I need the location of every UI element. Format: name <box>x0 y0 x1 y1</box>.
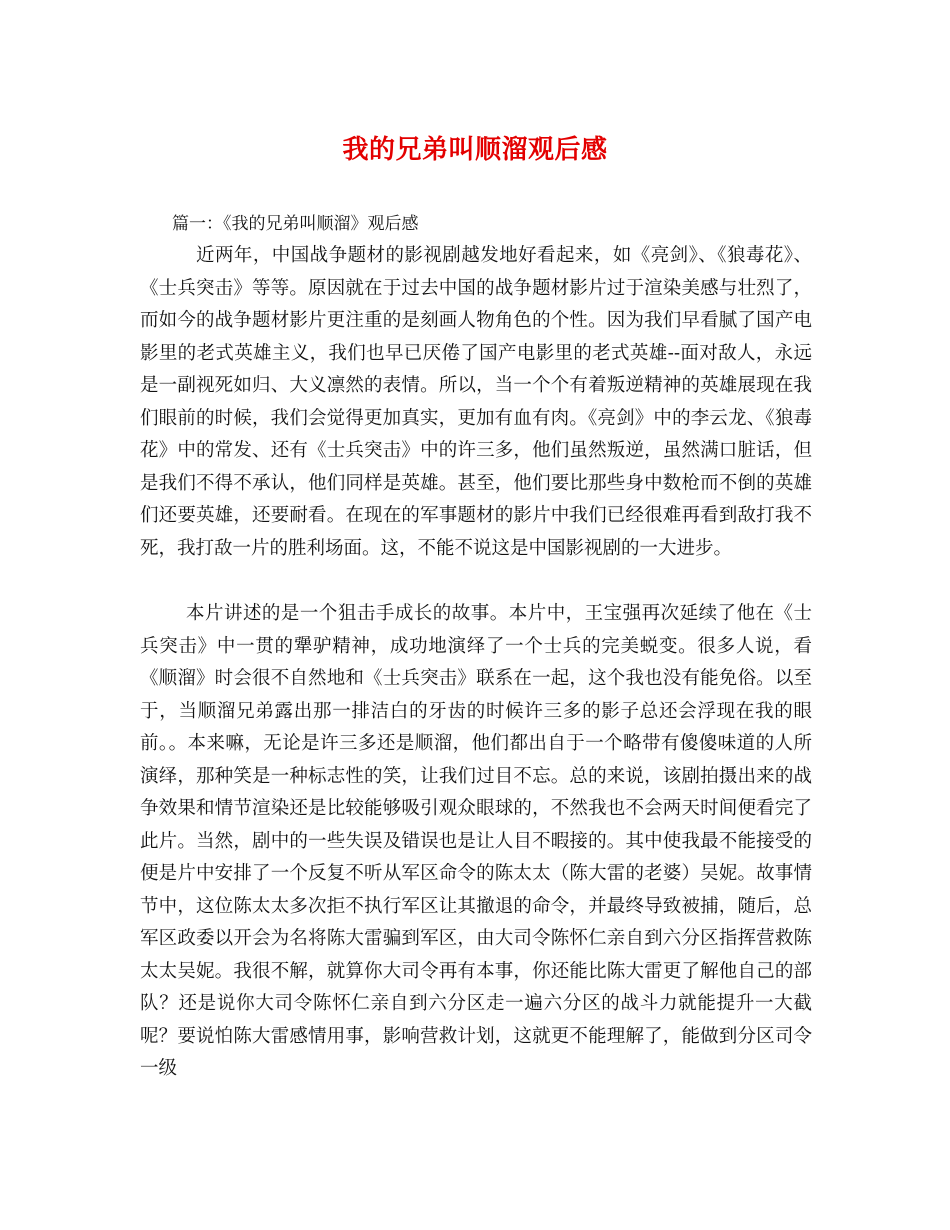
paragraph-2: 本片讲述的是一个狙击手成长的故事。本片中，王宝强再次延续了他在《士兵突击》中一贯的犟驴精神，成功地演绎了一个士兵的完美蜕变。很多人说，看《顺溜》时会很不自然地和《士兵突击》联系在一起，这个我也没有能免俗。以至于，当顺溜兄弟露出那一排洁白的牙齿的时候许三多的影子总还会浮现在我的眼前。。本来嘛，无论是许三多还是顺溜，他们都出自于一个略带有傻傻味道的人所演绎，那种笑是一种标志性的笑，让我们过目不忘。总的来说，该剧拍摄出来的战争效果和情节渲染还是比较能够吸引观众眼球的，不然我也不会两天时间便看完了此片。当然，剧中的一些失误及错误也是让人目不暇接的。其中使我最不能接受的便是片中安排了一个反复不听从军区命令的陈太太（陈大雷的老婆）吴妮。故事情节中，这位陈太太多次拒不执行军区让其撤退的命令，并最终导致被捕，随后，总军区政委以开会为名将陈大雷骗到军区，由大司令陈怀仁亲自到六分区指挥营救陈太太吴妮。我很不解，就算你大司令再有本事，你还能比陈大雷更了解他自己的部队？还是说你大司令陈怀仁亲自到六分区走一遍六分区的战斗力就能提升一大截呢？要说怕陈大雷感情用事，影响营救计划，这就更不能理解了，能做到分区司令一级 <box>140 603 812 1079</box>
paragraph-1: 近两年，中国战争题材的影视剧越发地好看起来，如《亮剑》、《狼毒花》、《士兵突击》等等。原因就在于过去中国的战争题材影片过于渲染美感与壮烈了，而如今的战争题材影片更注重的是刻画人物角色的个性。因为我们早看腻了国产电影里的老式英雄主义，我们也早已厌倦了国产电影里的老式英雄--面对敌人，永远是一副视死如归、大义凛然的表情。所以，当一个个有着叛逆精神的英雄展现在我们眼前的时候，我们会觉得更加真实，更加有血有肉。《亮剑》中的李云龙、《狼毒花》中的常发、还有《士兵突击》中的许三多，他们虽然叛逆，虽然满口脏话，但是我们不得不承认，他们同样是英雄。甚至，他们要比那些身中数枪而不倒的英雄们还要英雄，还要耐看。在现在的军事题材的影片中我们已经很难再看到敌打我不死，我打敌一片的胜利场面。这，不能不说这是中国影视剧的一大进步。 <box>140 245 812 559</box>
section-heading: 篇一：《我的兄弟叫顺溜》观后感 <box>172 214 419 234</box>
document-title: 我的兄弟叫顺溜观后感 <box>342 135 608 165</box>
